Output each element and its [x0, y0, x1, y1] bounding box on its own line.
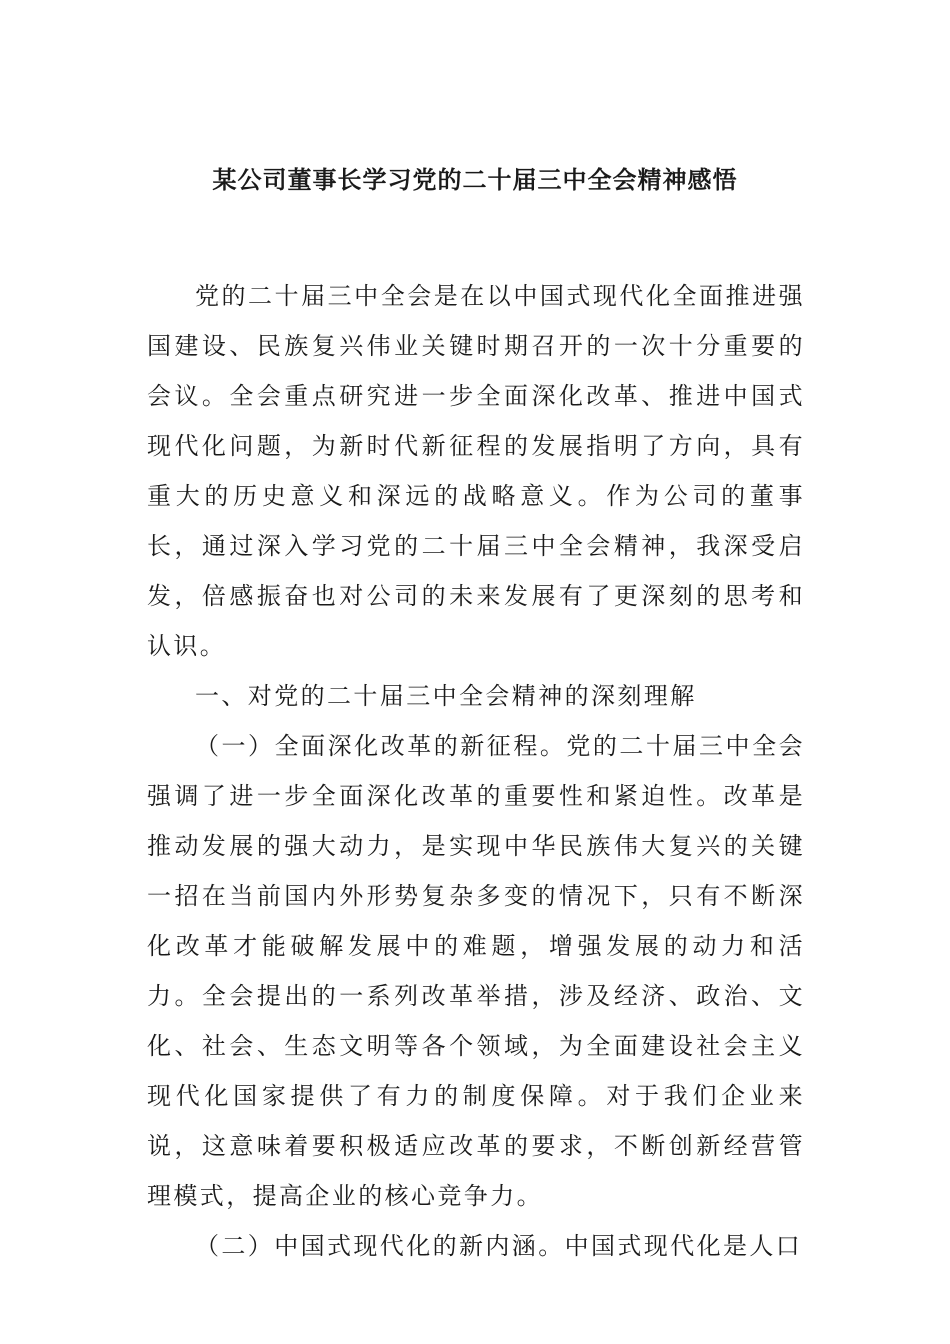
subsection-paragraph-2: （二）中国式现代化的新内涵。中国式现代化是人口: [195, 1232, 803, 1260]
section-heading-1: 一、对党的二十届三中全会精神的深刻理解: [195, 682, 697, 710]
document-title: 某公司董事长学习党的二十届三中全会精神感悟: [212, 165, 738, 194]
document-body: [147, 271, 805, 1271]
intro-paragraph: 党的二十届三中全会是在以中国式现代化全面推进强国建设、民族复兴伟业关键时期召开的一次十分重要的会议。全会重点研究进一步全面深化改革、推进中国式现代化问题，为新时代新征程的发展指明了方向，具有重大的历史意义和深远的战略意义。作为公司的董事长，通过深入学习党的二十届三中全会精神，我深受启发，倍感振奋也对公司的未来发展有了更深刻的思考和认识。: [147, 282, 805, 660]
subsection-paragraph-1: （一）全面深化改革的新征程。党的二十届三中全会强调了进一步全面深化改革的重要性和紧迫性。改革是推动发展的强大动力，是实现中华民族伟大复兴的关键一招在当前国内外形势复杂多变的情况下，只有不断深化改革才能破解发展中的难题，增强发展的动力和活力。全会提出的一系列改革举措，涉及经济、政治、文化、社会、生态文明等各个领域，为全面建设社会主义现代化国家提供了有力的制度保障。对于我们企业来说，这意味着要积极适应改革的要求，不断创新经营管理模式，提高企业的核心竞争力。: [147, 732, 805, 1210]
